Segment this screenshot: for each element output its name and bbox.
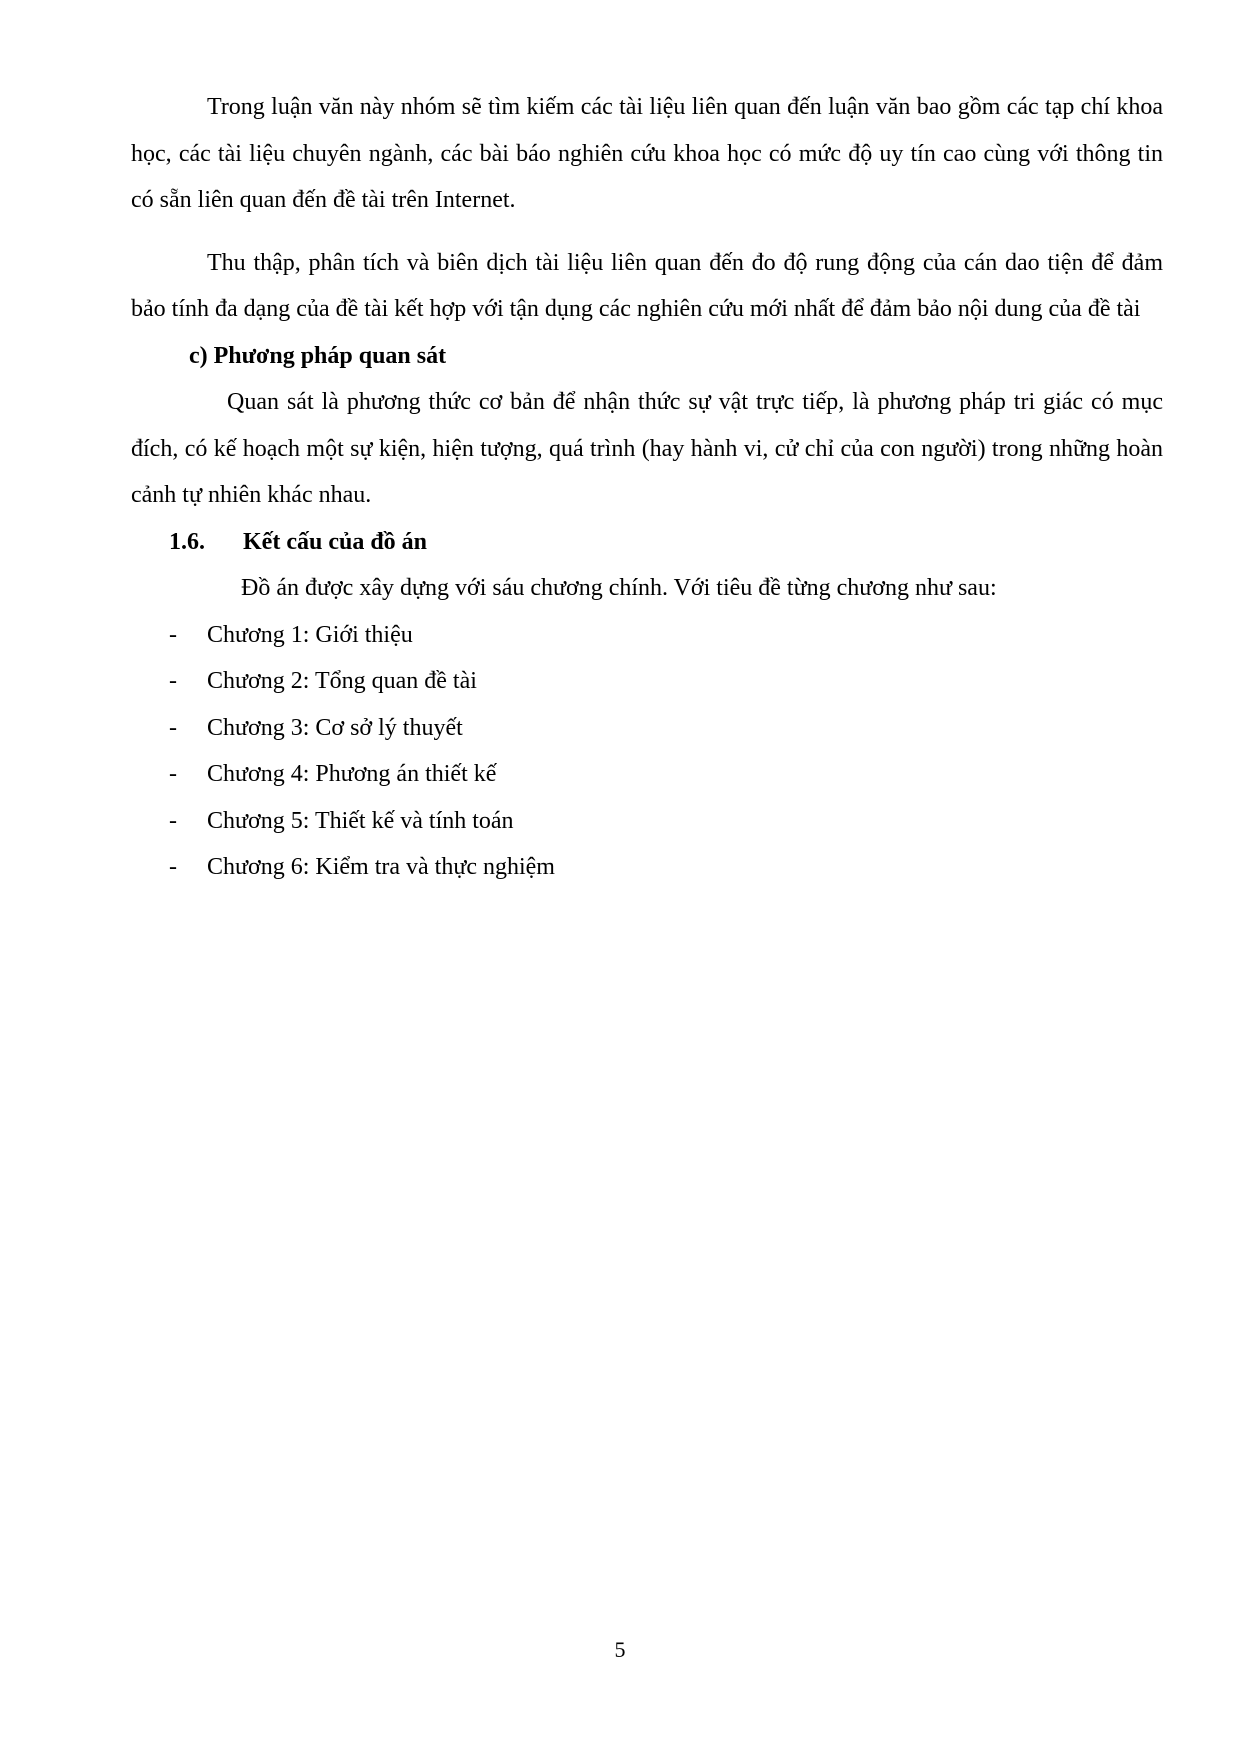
list-item: [131, 751, 1163, 798]
page-number: 5: [614, 1637, 626, 1662]
list-item: [131, 844, 1163, 891]
section-title: Kết cấu của đồ án: [243, 528, 428, 555]
list-item: [131, 705, 1163, 752]
paragraph-translation: Thu thập, phân tích và biên dịch tài liệu liên quan đến đo độ rung động của cán dao tiện để đảm bảo tính đa dạng của đề tài kết hợp với tận dụng các nghiên cứu mới nhất để đảm bảo nội dung của đề tài: [131, 249, 1163, 322]
page-content: [131, 84, 1163, 891]
paragraph-observation: Quan sát là phương thức cơ bản để nhận thức sự vật trực tiếp, là phương pháp tri giác có mục đích, có kế hoạch một sự kiện, hiện tượng, quá trình (hay hành vi, cử chỉ của con người) trong những hoàn cảnh tự nhiên khác nhau.: [131, 389, 1163, 508]
chapter-label: Chương 3: Cơ sở lý thuyết: [207, 714, 463, 741]
list-item: [131, 798, 1163, 845]
chapter-list: [131, 612, 1163, 891]
paragraph-literature-search: Trong luận văn này nhóm sẽ tìm kiếm các tài liệu liên quan đến luận văn bao gồm các tạp chí khoa học, các tài liệu chuyên ngành, các bài báo nghiên cứu khoa học có mức độ uy tín cao cùng với thông tin có sẵn liên quan đến đề tài trên Internet.: [131, 94, 1163, 213]
chapter-label: Chương 5: Thiết kế và tính toán: [207, 807, 514, 834]
bullet-dash: -: [169, 714, 177, 741]
subsection-heading-observation: c) Phương pháp quan sát: [189, 342, 447, 369]
bullet-dash: -: [169, 807, 177, 834]
bullet-dash: -: [169, 761, 177, 787]
list-item: [131, 658, 1163, 705]
section-number: 1.6.: [169, 528, 205, 555]
chapter-label: Chương 1: Giới thiệu: [207, 621, 413, 648]
section-intro: Đồ án được xây dựng với sáu chương chính. Với tiêu đề từng chương như sau:: [241, 575, 997, 601]
bullet-dash: -: [169, 854, 177, 880]
section-heading: [131, 519, 1163, 566]
chapter-label: Chương 6: Kiểm tra và thực nghiệm: [207, 854, 555, 880]
bullet-dash: -: [169, 621, 177, 648]
list-item: [131, 612, 1163, 659]
chapter-label: Chương 4: Phương án thiết kế: [207, 761, 497, 787]
bullet-dash: -: [169, 668, 177, 694]
chapter-label: Chương 2: Tổng quan đề tài: [207, 668, 477, 694]
